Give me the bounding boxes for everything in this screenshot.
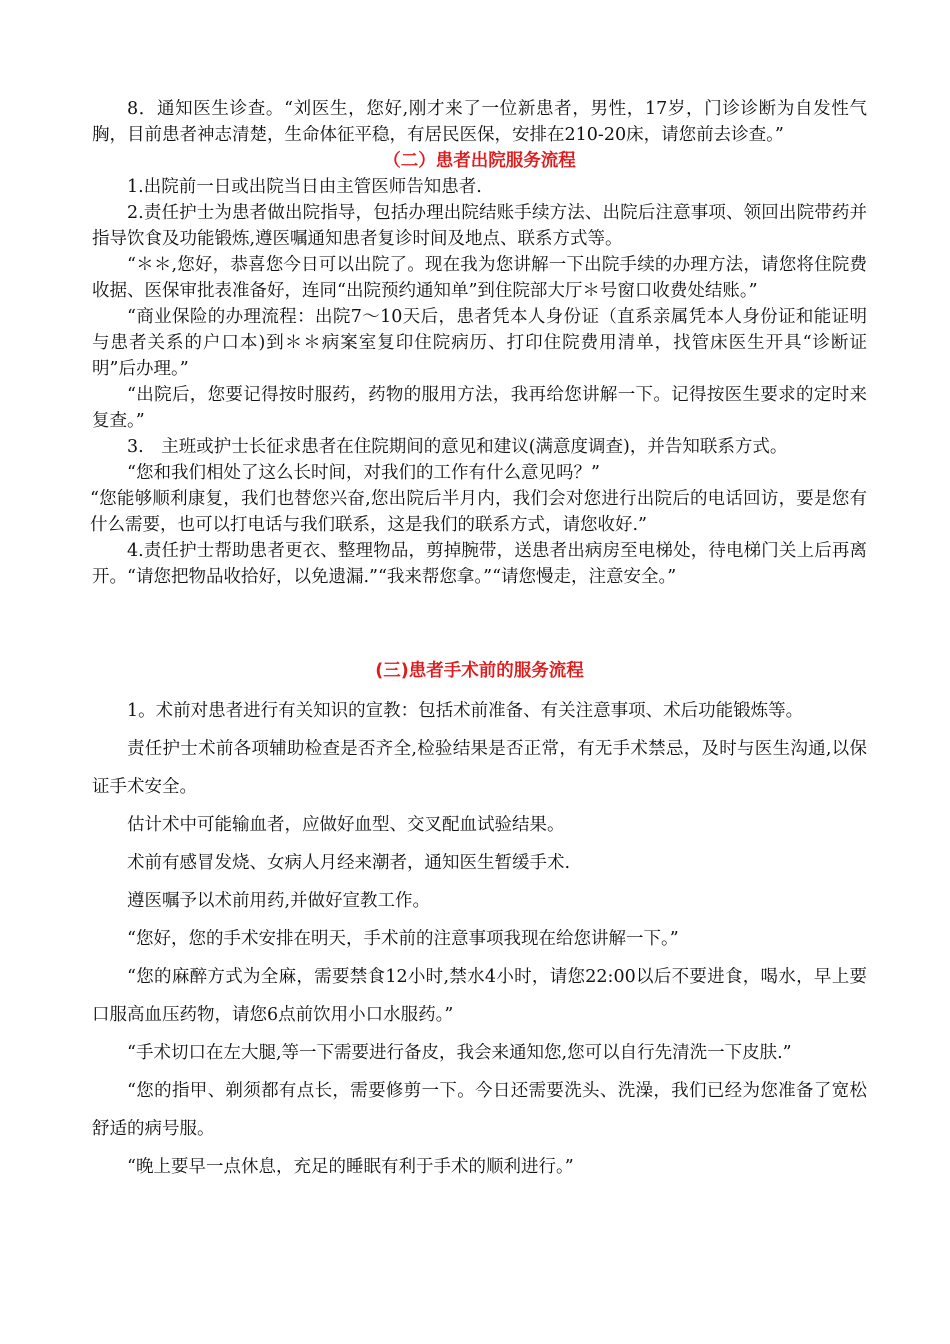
paragraph: “您的指甲、剃须都有点长，需要修剪一下。今日还需要洗头、洗澡，我们已经为您准备了宽松舒适的病号服。 (92, 1081, 867, 1139)
paragraph: “＊＊,您好，恭喜您今日可以出院了。现在我为您讲解一下出院手续的办理方法，请您将住院费收据、医保审批表准备好，连同“出院预约通知单”到住院部大厅＊号窗口收费处结账。” (92, 255, 867, 301)
paragraph: 责任护士术前各项辅助检查是否齐全,检验结果是否正常，有无手术禁忌，及时与医生沟通,以保证手术安全。 (92, 739, 867, 797)
paragraph: 1.出院前一日或出院当日由主管医师告知患者. (127, 177, 482, 197)
paragraph: “晚上要早一点休息，充足的睡眠有利于手术的顺利进行。” (127, 1157, 574, 1177)
section-heading: （二）患者出院服务流程 (383, 151, 576, 171)
paragraph: “您的麻醉方式为全麻，需要禁食12小时,禁水4小时，请您22:00以后不要进食，喝水，早上要口服高血压药物，请您6点前饮用小口水服药。” (92, 967, 867, 1025)
paragraph: 2.责任护士为患者做出院指导，包括办理出院结账手续方法、出院后注意事项、领回出院带药并指导饮食及功能锻炼,遵医嘱通知患者复诊时间及地点、联系方式等。 (92, 203, 867, 249)
paragraph: 4.责任护士帮助患者更衣、整理物品，剪掉腕带，送患者出病房至电梯处，待电梯门关上后再离开。“请您把物品收拾好，以免遗漏.”“我来帮您拿。”“请您慢走，注意安全。” (92, 541, 867, 587)
paragraph: 估计术中可能输血者，应做好血型、交叉配血试验结果。 (127, 815, 565, 835)
paragraph: “您和我们相处了这么长时间，对我们的工作有什么意见吗？” (127, 463, 600, 483)
spacer (92, 590, 867, 658)
paragraph: 8．通知医生诊查。“刘医生，您好,刚才来了一位新患者，男性，17岁，门诊诊断为自发性气胸，目前患者神志清楚，生命体征平稳，有居民医保，安排在210-20床，请您前去诊查。” (92, 99, 867, 145)
paragraph: 遵医嘱予以术前用药,并做好宣教工作。 (127, 891, 431, 911)
paragraph: “您好，您的手术安排在明天，手术前的注意事项我现在给您讲解一下。” (127, 929, 679, 949)
document-page (92, 96, 867, 1186)
paragraph: 3. 主班或护士长征求患者在住院期间的意见和建议(满意度调查)，并告知联系方式。 (127, 437, 788, 457)
paragraph: “出院后，您要记得按时服药，药物的服用方法，我再给您讲解一下。记得按医生要求的定时来复查。” (92, 385, 867, 431)
intro-block (92, 96, 867, 148)
section-heading: (三)患者手术前的服务流程 (375, 661, 584, 681)
paragraph: “商业保险的办理流程：出院7～10天后，患者凭本人身份证（直系亲属凭本人身份证和能证明与患者关系的户口本)到＊＊病案室复印住院病历、打印住院费用清单，找管床医生开具“诊断证明”后办理。” (92, 307, 867, 379)
section-discharge (92, 148, 867, 590)
paragraph: “手术切口在左大腿,等一下需要进行备皮，我会来通知您,您可以自行先清洗一下皮肤.” (127, 1043, 792, 1063)
paragraph: 术前有感冒发烧、女病人月经来潮者，通知医生暂缓手术. (127, 853, 571, 873)
section-preop (92, 658, 867, 1186)
paragraph: 1。术前对患者进行有关知识的宣教：包括术前准备、有关注意事项、术后功能锻炼等。 (127, 701, 804, 721)
paragraph: “您能够顺利康复，我们也替您兴奋,您出院后半月内，我们会对您进行出院后的电话回访，要是您有什么需要，也可以打电话与我们联系，这是我们的联系方式，请您收好.” (90, 489, 867, 535)
